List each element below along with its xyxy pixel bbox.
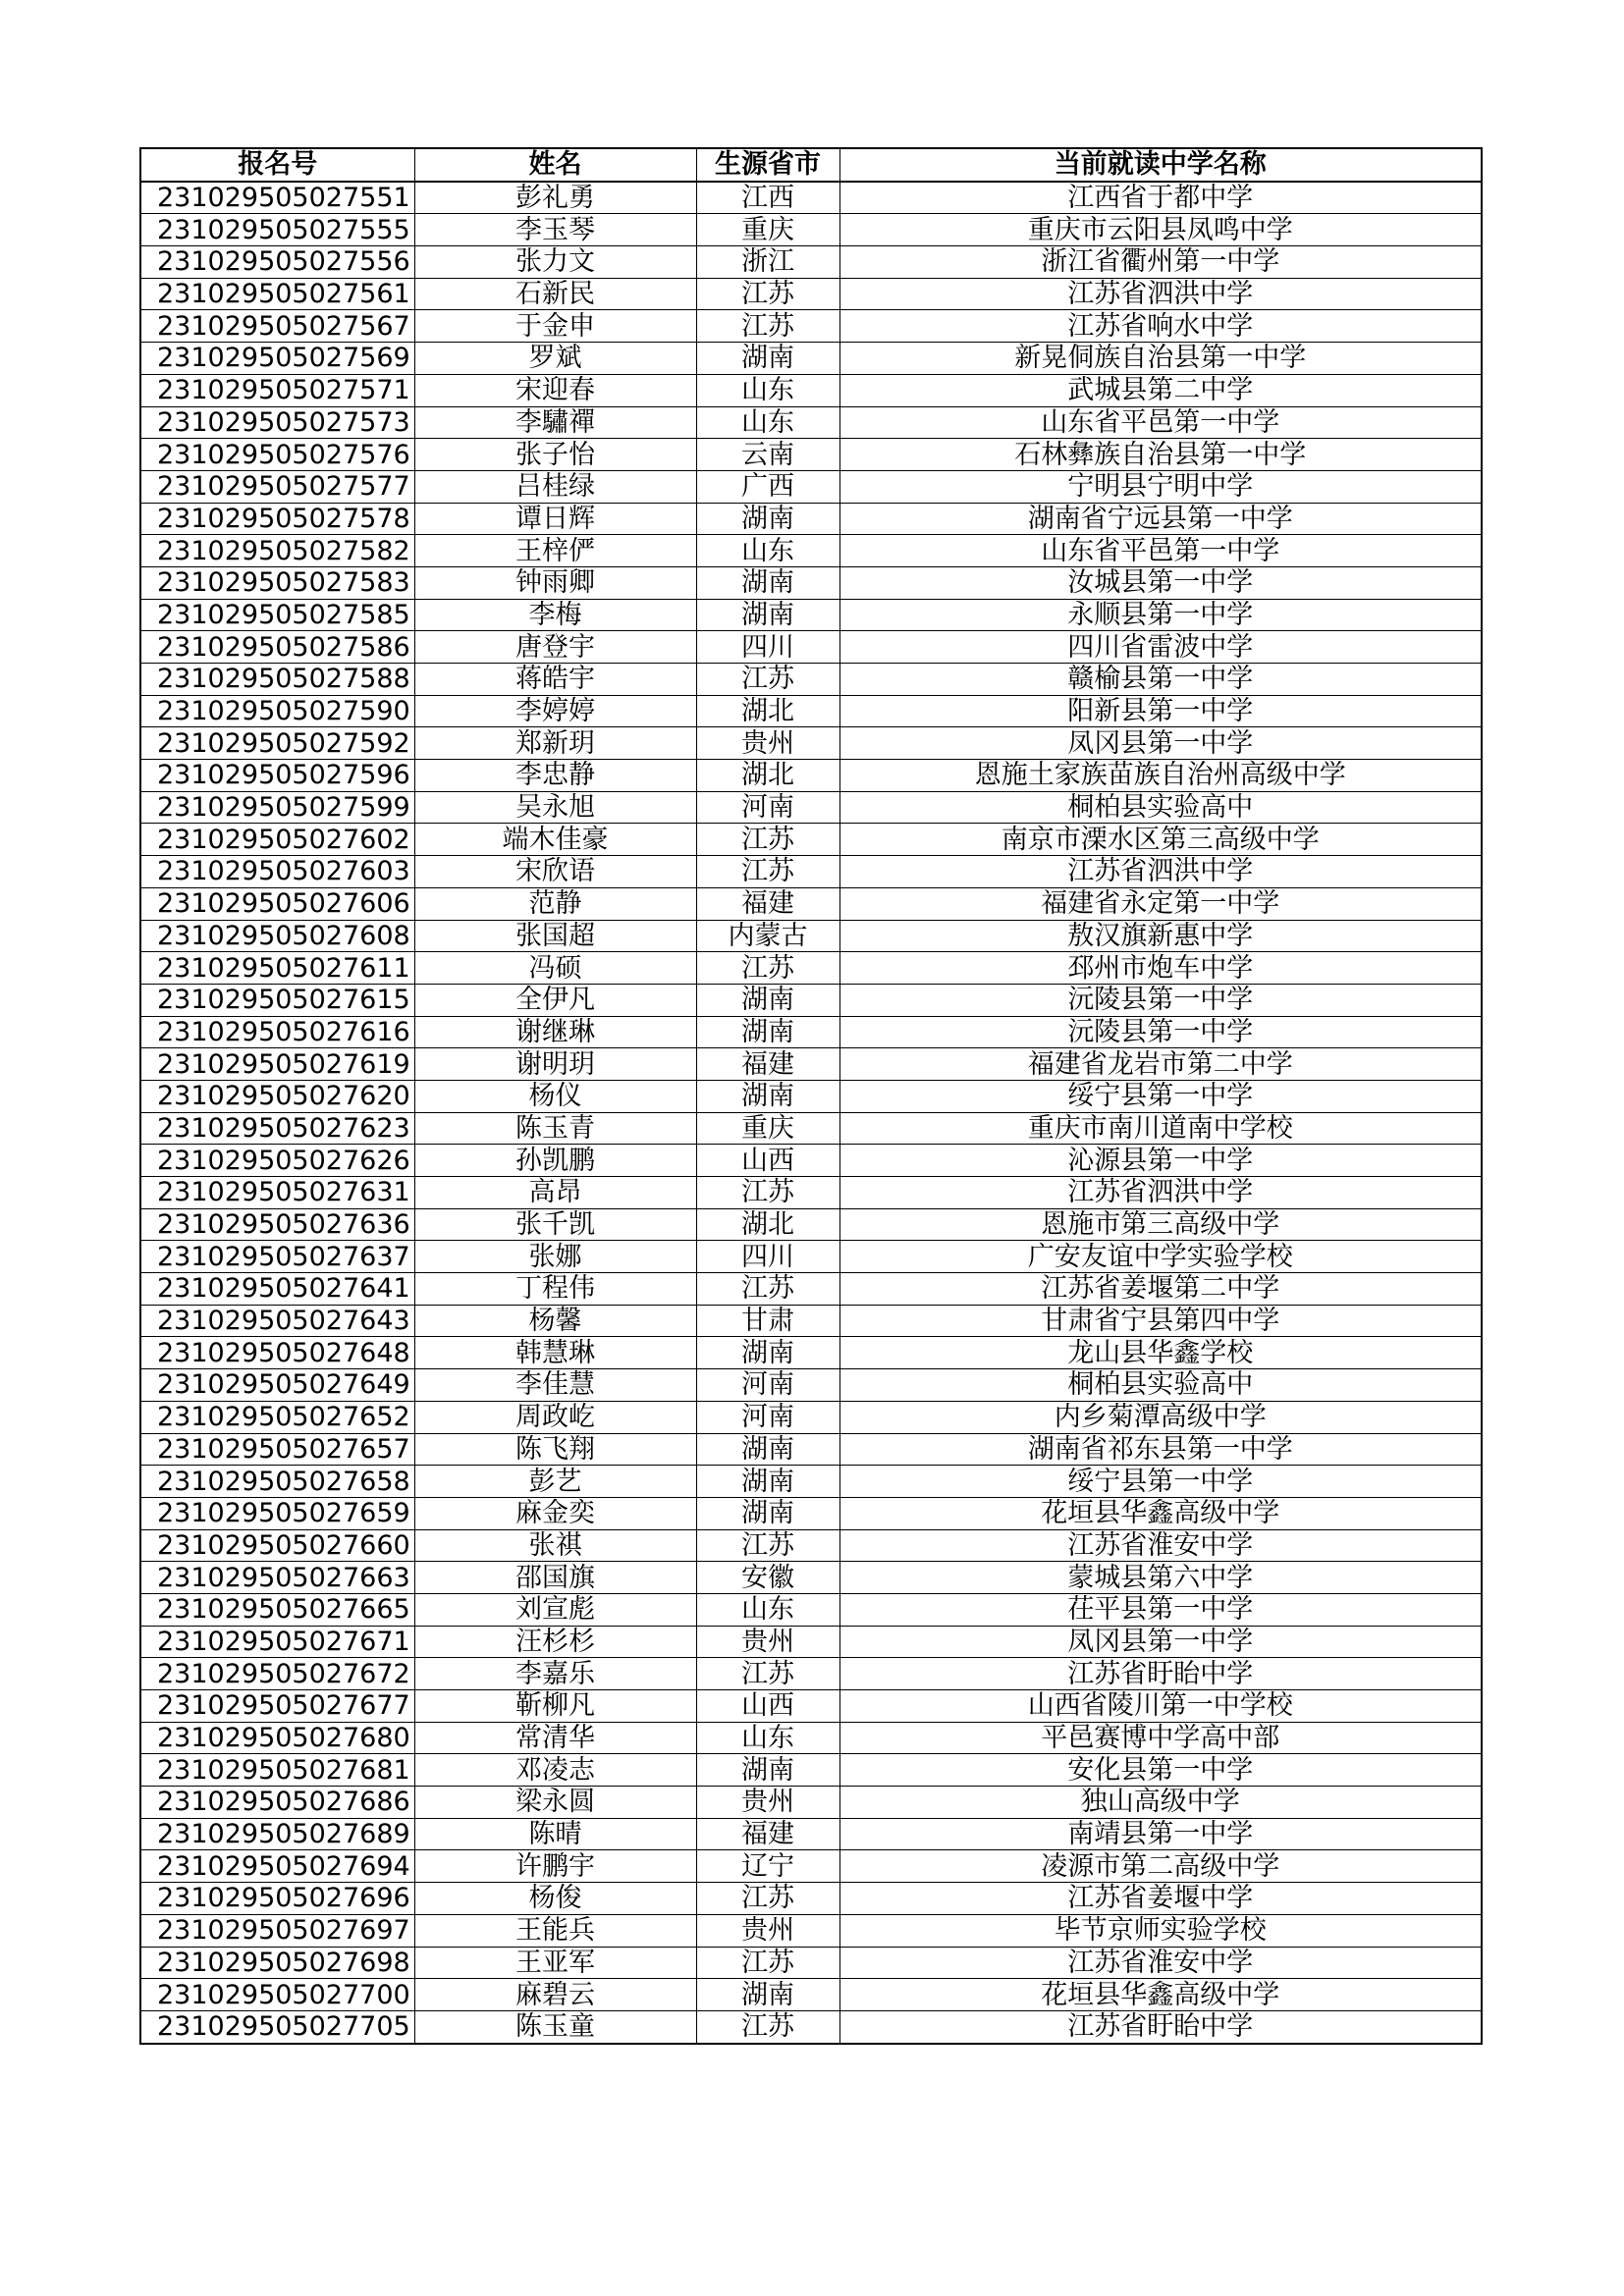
school-name-cell: 南靖县第一中学 — [839, 1818, 1482, 1850]
registration-number-cell: 231029505027697 — [140, 1914, 414, 1947]
registration-number-cell: 231029505027658 — [140, 1466, 414, 1498]
school-name-cell: 重庆市云阳县凤鸣中学 — [839, 214, 1482, 246]
source-province-cell: 河南 — [696, 791, 839, 824]
registration-number-cell: 231029505027608 — [140, 920, 414, 952]
source-province-cell: 江苏 — [696, 278, 839, 310]
name-cell: 麻金奕 — [414, 1497, 696, 1529]
table-row — [140, 952, 1482, 985]
table-row — [140, 1241, 1482, 1273]
name-cell: 谢明玥 — [414, 1048, 696, 1081]
school-name-cell: 江苏省盱眙中学 — [839, 2010, 1482, 2043]
school-name-cell: 江苏省泗洪中学 — [839, 278, 1482, 310]
name-cell: 高昂 — [414, 1177, 696, 1209]
registration-number-cell: 231029505027689 — [140, 1818, 414, 1850]
table-row — [140, 1337, 1482, 1369]
school-name-cell: 沅陵县第一中学 — [839, 984, 1482, 1016]
registration-number-cell: 231029505027663 — [140, 1562, 414, 1594]
table-row — [140, 856, 1482, 888]
registration-number-cell: 231029505027585 — [140, 599, 414, 631]
name-cell: 张千凯 — [414, 1208, 696, 1241]
registration-number-cell: 231029505027665 — [140, 1593, 414, 1626]
table-row — [140, 1145, 1482, 1177]
registration-number-cell: 231029505027696 — [140, 1883, 414, 1915]
source-province-cell: 湖南 — [696, 984, 839, 1016]
source-province-cell: 江苏 — [696, 1658, 839, 1690]
school-name-cell: 武城县第二中学 — [839, 374, 1482, 406]
table-row — [140, 984, 1482, 1016]
source-province-cell: 湖南 — [696, 1337, 839, 1369]
source-province-cell: 湖南 — [696, 1080, 839, 1112]
name-cell: 钟雨卿 — [414, 566, 696, 599]
table-row — [140, 1401, 1482, 1433]
registration-number-cell: 231029505027616 — [140, 1016, 414, 1048]
school-name-cell: 湖南省宁远县第一中学 — [839, 503, 1482, 535]
registration-number-cell: 231029505027577 — [140, 470, 414, 503]
table-row — [140, 439, 1482, 471]
registration-number-cell: 231029505027561 — [140, 278, 414, 310]
school-name-cell: 宁明县宁明中学 — [839, 470, 1482, 503]
school-name-cell: 花垣县华鑫高级中学 — [839, 1979, 1482, 2011]
source-province-cell: 四川 — [696, 1241, 839, 1273]
source-province-cell: 福建 — [696, 887, 839, 920]
name-cell: 唐登宇 — [414, 631, 696, 664]
school-name-cell: 独山高级中学 — [839, 1787, 1482, 1819]
school-name-cell: 湖南省祁东县第一中学 — [839, 1433, 1482, 1466]
table-row — [140, 503, 1482, 535]
school-name-cell: 邳州市炮车中学 — [839, 952, 1482, 985]
header-name: 姓名 — [414, 148, 696, 182]
registration-number-cell: 231029505027555 — [140, 214, 414, 246]
name-cell: 韩慧琳 — [414, 1337, 696, 1369]
school-name-cell: 江苏省响水中学 — [839, 310, 1482, 343]
school-name-cell: 恩施市第三高级中学 — [839, 1208, 1482, 1241]
name-cell: 张祺 — [414, 1529, 696, 1562]
source-province-cell: 湖南 — [696, 599, 839, 631]
school-name-cell: 广安友谊中学实验学校 — [839, 1241, 1482, 1273]
name-cell: 张力文 — [414, 246, 696, 279]
school-name-cell: 江苏省泗洪中学 — [839, 856, 1482, 888]
school-name-cell: 平邑赛博中学高中部 — [839, 1722, 1482, 1754]
registration-number-cell: 231029505027571 — [140, 374, 414, 406]
source-province-cell: 江苏 — [696, 824, 839, 856]
source-province-cell: 湖北 — [696, 1208, 839, 1241]
source-province-cell: 河南 — [696, 1369, 839, 1402]
source-province-cell: 贵州 — [696, 727, 839, 760]
source-province-cell: 湖南 — [696, 1497, 839, 1529]
registration-number-cell: 231029505027603 — [140, 856, 414, 888]
name-cell: 陈飞翔 — [414, 1433, 696, 1466]
table-row — [140, 1787, 1482, 1819]
registration-number-cell: 231029505027582 — [140, 535, 414, 567]
source-province-cell: 四川 — [696, 631, 839, 664]
name-cell: 张子怡 — [414, 439, 696, 471]
school-name-cell: 江苏省姜堰第二中学 — [839, 1273, 1482, 1306]
table-row — [140, 1080, 1482, 1112]
registration-number-cell: 231029505027619 — [140, 1048, 414, 1081]
registration-number-cell: 231029505027567 — [140, 310, 414, 343]
source-province-cell: 湖南 — [696, 1433, 839, 1466]
name-cell: 郑新玥 — [414, 727, 696, 760]
source-province-cell: 湖南 — [696, 343, 839, 375]
registration-number-cell: 231029505027599 — [140, 791, 414, 824]
table-row — [140, 1883, 1482, 1915]
table-row — [140, 1658, 1482, 1690]
table-row — [140, 1016, 1482, 1048]
table-row — [140, 1369, 1482, 1402]
name-cell: 谭日辉 — [414, 503, 696, 535]
table-row — [140, 1850, 1482, 1883]
name-cell: 于金申 — [414, 310, 696, 343]
name-cell: 梁永圆 — [414, 1787, 696, 1819]
source-province-cell: 湖南 — [696, 503, 839, 535]
school-name-cell: 福建省永定第一中学 — [839, 887, 1482, 920]
registration-number-cell: 231029505027659 — [140, 1497, 414, 1529]
source-province-cell: 江苏 — [696, 1529, 839, 1562]
registration-number-cell: 231029505027576 — [140, 439, 414, 471]
table-row — [140, 1593, 1482, 1626]
source-province-cell: 内蒙古 — [696, 920, 839, 952]
registration-number-cell: 231029505027694 — [140, 1850, 414, 1883]
name-cell: 周政屹 — [414, 1401, 696, 1433]
school-name-cell: 石林彝族自治县第一中学 — [839, 439, 1482, 471]
school-name-cell: 凤冈县第一中学 — [839, 727, 1482, 760]
source-province-cell: 江苏 — [696, 952, 839, 985]
table-row — [140, 824, 1482, 856]
table-row — [140, 1433, 1482, 1466]
school-name-cell: 福建省龙岩市第二中学 — [839, 1048, 1482, 1081]
registration-number-cell: 231029505027586 — [140, 631, 414, 664]
table-row — [140, 1914, 1482, 1947]
name-cell: 张娜 — [414, 1241, 696, 1273]
source-province-cell: 辽宁 — [696, 1850, 839, 1883]
name-cell: 宋欣语 — [414, 856, 696, 888]
name-cell: 范静 — [414, 887, 696, 920]
school-name-cell: 凤冈县第一中学 — [839, 1626, 1482, 1658]
source-province-cell: 重庆 — [696, 1112, 839, 1145]
name-cell: 李梅 — [414, 599, 696, 631]
table-row — [140, 1979, 1482, 2011]
table-row — [140, 1722, 1482, 1754]
school-name-cell: 绥宁县第一中学 — [839, 1080, 1482, 1112]
source-province-cell: 山东 — [696, 406, 839, 439]
name-cell: 蒋皓宇 — [414, 664, 696, 696]
school-name-cell: 汝城县第一中学 — [839, 566, 1482, 599]
name-cell: 杨仪 — [414, 1080, 696, 1112]
school-name-cell: 赣榆县第一中学 — [839, 664, 1482, 696]
name-cell: 彭艺 — [414, 1466, 696, 1498]
registration-number-cell: 231029505027705 — [140, 2010, 414, 2043]
name-cell: 王梓俨 — [414, 535, 696, 567]
source-province-cell: 江苏 — [696, 2010, 839, 2043]
registration-number-cell: 231029505027626 — [140, 1145, 414, 1177]
school-name-cell: 四川省雷波中学 — [839, 631, 1482, 664]
school-name-cell: 沁源县第一中学 — [839, 1145, 1482, 1177]
school-name-cell: 江苏省姜堰中学 — [839, 1883, 1482, 1915]
registration-number-cell: 231029505027677 — [140, 1690, 414, 1723]
source-province-cell: 山西 — [696, 1145, 839, 1177]
source-province-cell: 福建 — [696, 1048, 839, 1081]
name-cell: 靳柳凡 — [414, 1690, 696, 1723]
source-province-cell: 山东 — [696, 374, 839, 406]
school-name-cell: 山东省平邑第一中学 — [839, 535, 1482, 567]
school-name-cell: 内乡菊潭高级中学 — [839, 1401, 1482, 1433]
school-name-cell: 绥宁县第一中学 — [839, 1466, 1482, 1498]
name-cell: 彭礼勇 — [414, 182, 696, 214]
name-cell: 许鹏宇 — [414, 1850, 696, 1883]
school-name-cell: 阳新县第一中学 — [839, 695, 1482, 727]
school-name-cell: 江苏省泗洪中学 — [839, 1177, 1482, 1209]
school-name-cell: 凌源市第二高级中学 — [839, 1850, 1482, 1883]
school-name-cell: 江苏省盱眙中学 — [839, 1658, 1482, 1690]
registration-number-cell: 231029505027649 — [140, 1369, 414, 1402]
registration-number-cell: 231029505027592 — [140, 727, 414, 760]
table-row — [140, 535, 1482, 567]
school-name-cell: 桐柏县实验高中 — [839, 791, 1482, 824]
registration-number-cell: 231029505027700 — [140, 1979, 414, 2011]
source-province-cell: 江苏 — [696, 664, 839, 696]
school-name-cell: 重庆市南川道南中学校 — [839, 1112, 1482, 1145]
registration-number-cell: 231029505027643 — [140, 1305, 414, 1337]
source-province-cell: 山东 — [696, 535, 839, 567]
school-name-cell: 毕节京师实验学校 — [839, 1914, 1482, 1947]
registration-number-cell: 231029505027657 — [140, 1433, 414, 1466]
name-cell: 王亚军 — [414, 1947, 696, 1979]
registration-number-cell: 231029505027686 — [140, 1787, 414, 1819]
registration-number-cell: 231029505027602 — [140, 824, 414, 856]
registration-number-cell: 231029505027596 — [140, 760, 414, 792]
source-province-cell: 安徽 — [696, 1562, 839, 1594]
admissions-table — [139, 147, 1483, 2045]
table-row — [140, 1112, 1482, 1145]
registration-number-cell: 231029505027637 — [140, 1241, 414, 1273]
table-row — [140, 791, 1482, 824]
school-name-cell: 恩施土家族苗族自治州高级中学 — [839, 760, 1482, 792]
source-province-cell: 福建 — [696, 1818, 839, 1850]
table-row — [140, 1177, 1482, 1209]
source-province-cell: 江苏 — [696, 1883, 839, 1915]
table-row — [140, 760, 1482, 792]
name-cell: 李嘉乐 — [414, 1658, 696, 1690]
table-row — [140, 1562, 1482, 1594]
table-row — [140, 310, 1482, 343]
name-cell: 孙凯鹏 — [414, 1145, 696, 1177]
school-name-cell: 江苏省淮安中学 — [839, 1947, 1482, 1979]
table-row — [140, 1529, 1482, 1562]
registration-number-cell: 231029505027620 — [140, 1080, 414, 1112]
source-province-cell: 山东 — [696, 1722, 839, 1754]
registration-number-cell: 231029505027681 — [140, 1754, 414, 1787]
header-registration-number: 报名号 — [140, 148, 414, 182]
table-row — [140, 246, 1482, 279]
registration-number-cell: 231029505027611 — [140, 952, 414, 985]
name-cell: 李佳慧 — [414, 1369, 696, 1402]
name-cell: 陈玉童 — [414, 2010, 696, 2043]
name-cell: 宋迎春 — [414, 374, 696, 406]
registration-number-cell: 231029505027648 — [140, 1337, 414, 1369]
source-province-cell: 湖北 — [696, 760, 839, 792]
source-province-cell: 山东 — [696, 1593, 839, 1626]
registration-number-cell: 231029505027588 — [140, 664, 414, 696]
source-province-cell: 江西 — [696, 182, 839, 214]
table-row — [140, 406, 1482, 439]
source-province-cell: 贵州 — [696, 1914, 839, 1947]
source-province-cell: 湖北 — [696, 695, 839, 727]
registration-number-cell: 231029505027551 — [140, 182, 414, 214]
school-name-cell: 江苏省淮安中学 — [839, 1529, 1482, 1562]
name-cell: 杨馨 — [414, 1305, 696, 1337]
registration-number-cell: 231029505027583 — [140, 566, 414, 599]
school-name-cell: 山东省平邑第一中学 — [839, 406, 1482, 439]
table-row — [140, 182, 1482, 214]
source-province-cell: 浙江 — [696, 246, 839, 279]
school-name-cell: 安化县第一中学 — [839, 1754, 1482, 1787]
source-province-cell: 贵州 — [696, 1787, 839, 1819]
table-row — [140, 1818, 1482, 1850]
name-cell: 杨俊 — [414, 1883, 696, 1915]
source-province-cell: 河南 — [696, 1401, 839, 1433]
table-row — [140, 920, 1482, 952]
name-cell: 丁程伟 — [414, 1273, 696, 1306]
table-row — [140, 1626, 1482, 1658]
table-row — [140, 664, 1482, 696]
table-row — [140, 695, 1482, 727]
school-name-cell: 永顺县第一中学 — [839, 599, 1482, 631]
table-row — [140, 278, 1482, 310]
name-cell: 罗斌 — [414, 343, 696, 375]
source-province-cell: 山西 — [696, 1690, 839, 1723]
registration-number-cell: 231029505027573 — [140, 406, 414, 439]
name-cell: 全伊凡 — [414, 984, 696, 1016]
registration-number-cell: 231029505027698 — [140, 1947, 414, 1979]
registration-number-cell: 231029505027671 — [140, 1626, 414, 1658]
registration-number-cell: 231029505027672 — [140, 1658, 414, 1690]
source-province-cell: 江苏 — [696, 310, 839, 343]
registration-number-cell: 231029505027623 — [140, 1112, 414, 1145]
registration-number-cell: 231029505027660 — [140, 1529, 414, 1562]
school-name-cell: 浙江省衢州第一中学 — [839, 246, 1482, 279]
source-province-cell: 广西 — [696, 470, 839, 503]
school-name-cell: 江西省于都中学 — [839, 182, 1482, 214]
school-name-cell: 甘肃省宁县第四中学 — [839, 1305, 1482, 1337]
name-cell: 邓凌志 — [414, 1754, 696, 1787]
header-current-school: 当前就读中学名称 — [839, 148, 1482, 182]
name-cell: 邵国旗 — [414, 1562, 696, 1594]
table-row — [140, 887, 1482, 920]
table-row — [140, 727, 1482, 760]
table-row — [140, 374, 1482, 406]
table-row — [140, 2010, 1482, 2043]
source-province-cell: 重庆 — [696, 214, 839, 246]
registration-number-cell: 231029505027652 — [140, 1401, 414, 1433]
school-name-cell: 茌平县第一中学 — [839, 1593, 1482, 1626]
source-province-cell: 甘肃 — [696, 1305, 839, 1337]
table-row — [140, 631, 1482, 664]
school-name-cell: 敖汉旗新惠中学 — [839, 920, 1482, 952]
registration-number-cell: 231029505027615 — [140, 984, 414, 1016]
registration-number-cell: 231029505027590 — [140, 695, 414, 727]
source-province-cell: 湖南 — [696, 1979, 839, 2011]
table-row — [140, 1048, 1482, 1081]
school-name-cell: 新晃侗族自治县第一中学 — [839, 343, 1482, 375]
school-name-cell: 山西省陵川第一中学校 — [839, 1690, 1482, 1723]
table-row — [140, 1273, 1482, 1306]
source-province-cell: 湖南 — [696, 1016, 839, 1048]
name-cell: 谢继琳 — [414, 1016, 696, 1048]
name-cell: 常清华 — [414, 1722, 696, 1754]
name-cell: 陈玉青 — [414, 1112, 696, 1145]
source-province-cell: 湖南 — [696, 1754, 839, 1787]
name-cell: 李婷婷 — [414, 695, 696, 727]
source-province-cell: 江苏 — [696, 1177, 839, 1209]
name-cell: 李玉琴 — [414, 214, 696, 246]
registration-number-cell: 231029505027569 — [140, 343, 414, 375]
school-name-cell: 桐柏县实验高中 — [839, 1369, 1482, 1402]
registration-number-cell: 231029505027606 — [140, 887, 414, 920]
name-cell: 李忠静 — [414, 760, 696, 792]
source-province-cell: 江苏 — [696, 1947, 839, 1979]
name-cell: 麻碧云 — [414, 1979, 696, 2011]
table-row — [140, 1754, 1482, 1787]
table-row — [140, 1690, 1482, 1723]
source-province-cell: 湖南 — [696, 1466, 839, 1498]
table-row — [140, 566, 1482, 599]
table-row — [140, 599, 1482, 631]
table-row — [140, 1208, 1482, 1241]
name-cell: 石新民 — [414, 278, 696, 310]
registration-number-cell: 231029505027636 — [140, 1208, 414, 1241]
registration-number-cell: 231029505027556 — [140, 246, 414, 279]
name-cell: 陈晴 — [414, 1818, 696, 1850]
registration-number-cell: 231029505027631 — [140, 1177, 414, 1209]
school-name-cell: 花垣县华鑫高级中学 — [839, 1497, 1482, 1529]
table-header-row — [140, 148, 1482, 182]
name-cell: 刘宣彪 — [414, 1593, 696, 1626]
registration-number-cell: 231029505027641 — [140, 1273, 414, 1306]
source-province-cell: 云南 — [696, 439, 839, 471]
table-row — [140, 214, 1482, 246]
table-row — [140, 470, 1482, 503]
name-cell: 冯硕 — [414, 952, 696, 985]
table-row — [140, 1305, 1482, 1337]
table-row — [140, 1947, 1482, 1979]
name-cell: 张国超 — [414, 920, 696, 952]
name-cell: 李驌禪 — [414, 406, 696, 439]
school-name-cell: 沅陵县第一中学 — [839, 1016, 1482, 1048]
name-cell: 吴永旭 — [414, 791, 696, 824]
name-cell: 汪杉杉 — [414, 1626, 696, 1658]
source-province-cell: 江苏 — [696, 1273, 839, 1306]
source-province-cell: 湖南 — [696, 566, 839, 599]
school-name-cell: 龙山县华鑫学校 — [839, 1337, 1482, 1369]
header-source-province: 生源省市 — [696, 148, 839, 182]
name-cell: 端木佳豪 — [414, 824, 696, 856]
table-body — [140, 182, 1482, 2044]
source-province-cell: 贵州 — [696, 1626, 839, 1658]
table-row — [140, 1497, 1482, 1529]
school-name-cell: 蒙城县第六中学 — [839, 1562, 1482, 1594]
table-row — [140, 343, 1482, 375]
registration-number-cell: 231029505027578 — [140, 503, 414, 535]
table-row — [140, 1466, 1482, 1498]
source-province-cell: 江苏 — [696, 856, 839, 888]
name-cell: 王能兵 — [414, 1914, 696, 1947]
name-cell: 吕桂绿 — [414, 470, 696, 503]
school-name-cell: 南京市溧水区第三高级中学 — [839, 824, 1482, 856]
registration-number-cell: 231029505027680 — [140, 1722, 414, 1754]
